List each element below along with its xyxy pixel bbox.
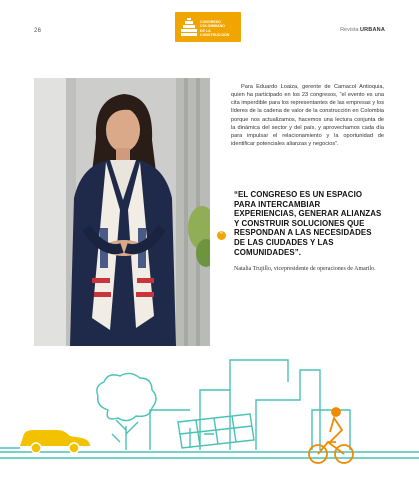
page-number: 26 (34, 28, 42, 34)
quote-badge-icon: “ (217, 231, 226, 240)
magazine-title: URBANA (359, 27, 385, 33)
quote-attribution: Natalia Trujillo, vicepresidente de operaciones de Amarilo. (234, 266, 376, 272)
logo-line: CONSTRUCCIÓN (200, 32, 230, 37)
city-line-illustration (0, 330, 419, 480)
logo-line: DE LA (200, 28, 211, 33)
woman-portrait-illustration (34, 78, 210, 346)
congress-logo (175, 12, 241, 42)
tree-icon (97, 373, 156, 450)
magazine-prefix: Revista (340, 27, 359, 33)
car-icon (20, 430, 90, 453)
logo-text (200, 20, 229, 37)
article-body: Para Eduardo Loaiza, gerente de Camacol Antioquia, quien ha participado en los 23 congresos, “el evento es una cita imperdible para los representantes de las empresas y los líderes de la cadena de valor de la construcción en Colombia porque nos actualizamos, hacemos una lectura conjunta de la dinámica del sector y del país, y aprovechamos cada día para impulsar el relacionamiento y la oportunidad de identificar potenciales alianzas y negocios”. (231, 84, 384, 148)
portrait-photo (34, 78, 210, 346)
logo-line: CONGRESO (200, 20, 221, 24)
building-logo-icon (180, 17, 198, 37)
magazine-name (340, 27, 385, 33)
cyclist-icon (309, 408, 353, 463)
pull-quote: “EL CONGRESO ES UN ESPACIO PARA INTERCAMBIAR EXPERIENCIAS, GENERAR ALIANZAS Y CONSTRUIR SOLUCIONES QUE RESPONDAN A LAS NECESIDADES DE LAS CIUDADES Y LAS COMUNIDADES”. (234, 190, 382, 257)
logo-line: COLOMBIANO (200, 24, 225, 29)
